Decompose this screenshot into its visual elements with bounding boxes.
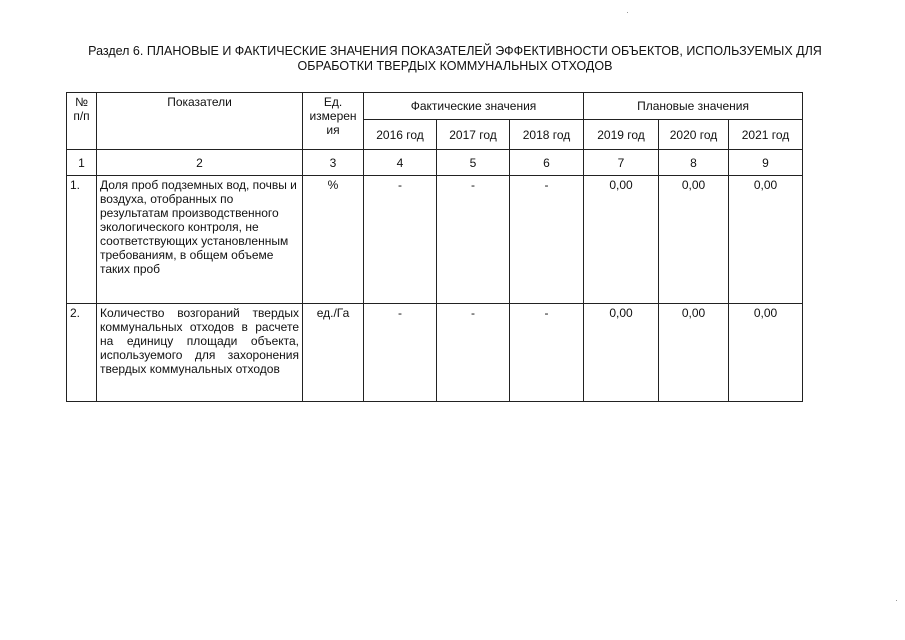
header-unit: Ед. измерен ия [303,93,364,150]
row-value: 0,00 [584,304,659,402]
header-year: 2016 год [364,120,437,150]
column-number: 9 [729,150,803,176]
row-value: - [510,304,584,402]
header-year: 2021 год [729,120,803,150]
row-value: 0,00 [729,304,803,402]
row-value: 0,00 [659,304,729,402]
column-number: 1 [67,150,97,176]
header-num: № п/п [67,93,97,150]
header-indicator: Показатели [97,93,303,150]
section-title [60,44,850,74]
column-number: 8 [659,150,729,176]
column-number: 6 [510,150,584,176]
row-value: - [437,304,510,402]
column-number: 5 [437,150,510,176]
header-year: 2017 год [437,120,510,150]
row-value: - [364,304,437,402]
row-unit: % [303,176,364,304]
column-number-row [67,150,803,176]
column-number: 3 [303,150,364,176]
column-number: 2 [97,150,303,176]
row-value: 0,00 [659,176,729,304]
title-line-2: ОБРАБОТКИ ТВЕРДЫХ КОММУНАЛЬНЫХ ОТХОДОВ [297,59,613,73]
scan-speck [627,12,628,13]
column-number: 7 [584,150,659,176]
header-actual: Фактические значения [364,93,584,120]
row-value: - [510,176,584,304]
row-indicator: Количество возгораний твердых коммунальных отходов в расчете на единицу площади объекта, используемого для захоронения твердых коммунальных отходов [97,304,303,402]
row-value: - [364,176,437,304]
row-value: 0,00 [584,176,659,304]
header-row-1 [67,93,803,120]
header-year: 2019 год [584,120,659,150]
row-number: 1. [67,176,97,304]
indicators-table [66,92,803,402]
row-value: - [437,176,510,304]
header-planned: Плановые значения [584,93,803,120]
table-row [67,176,803,304]
row-number: 2. [67,304,97,402]
scan-speck [896,600,897,601]
row-unit: ед./Га [303,304,364,402]
title-line-1: Раздел 6. ПЛАНОВЫЕ И ФАКТИЧЕСКИЕ ЗНАЧЕНИЯ ПОКАЗАТЕЛЕЙ ЭФФЕКТИВНОСТИ ОБЪЕКТОВ, ИСПОЛЬЗУЕМЫХ ДЛЯ [88,44,822,58]
row-indicator: Доля проб подземных вод, почвы и воздуха, отобранных по результатам производственного экологического контроля, не соответствующих установленным требованиям, в общем объеме таких проб [97,176,303,304]
column-number: 4 [364,150,437,176]
row-value: 0,00 [729,176,803,304]
header-year: 2020 год [659,120,729,150]
header-year: 2018 год [510,120,584,150]
table-row [67,304,803,402]
